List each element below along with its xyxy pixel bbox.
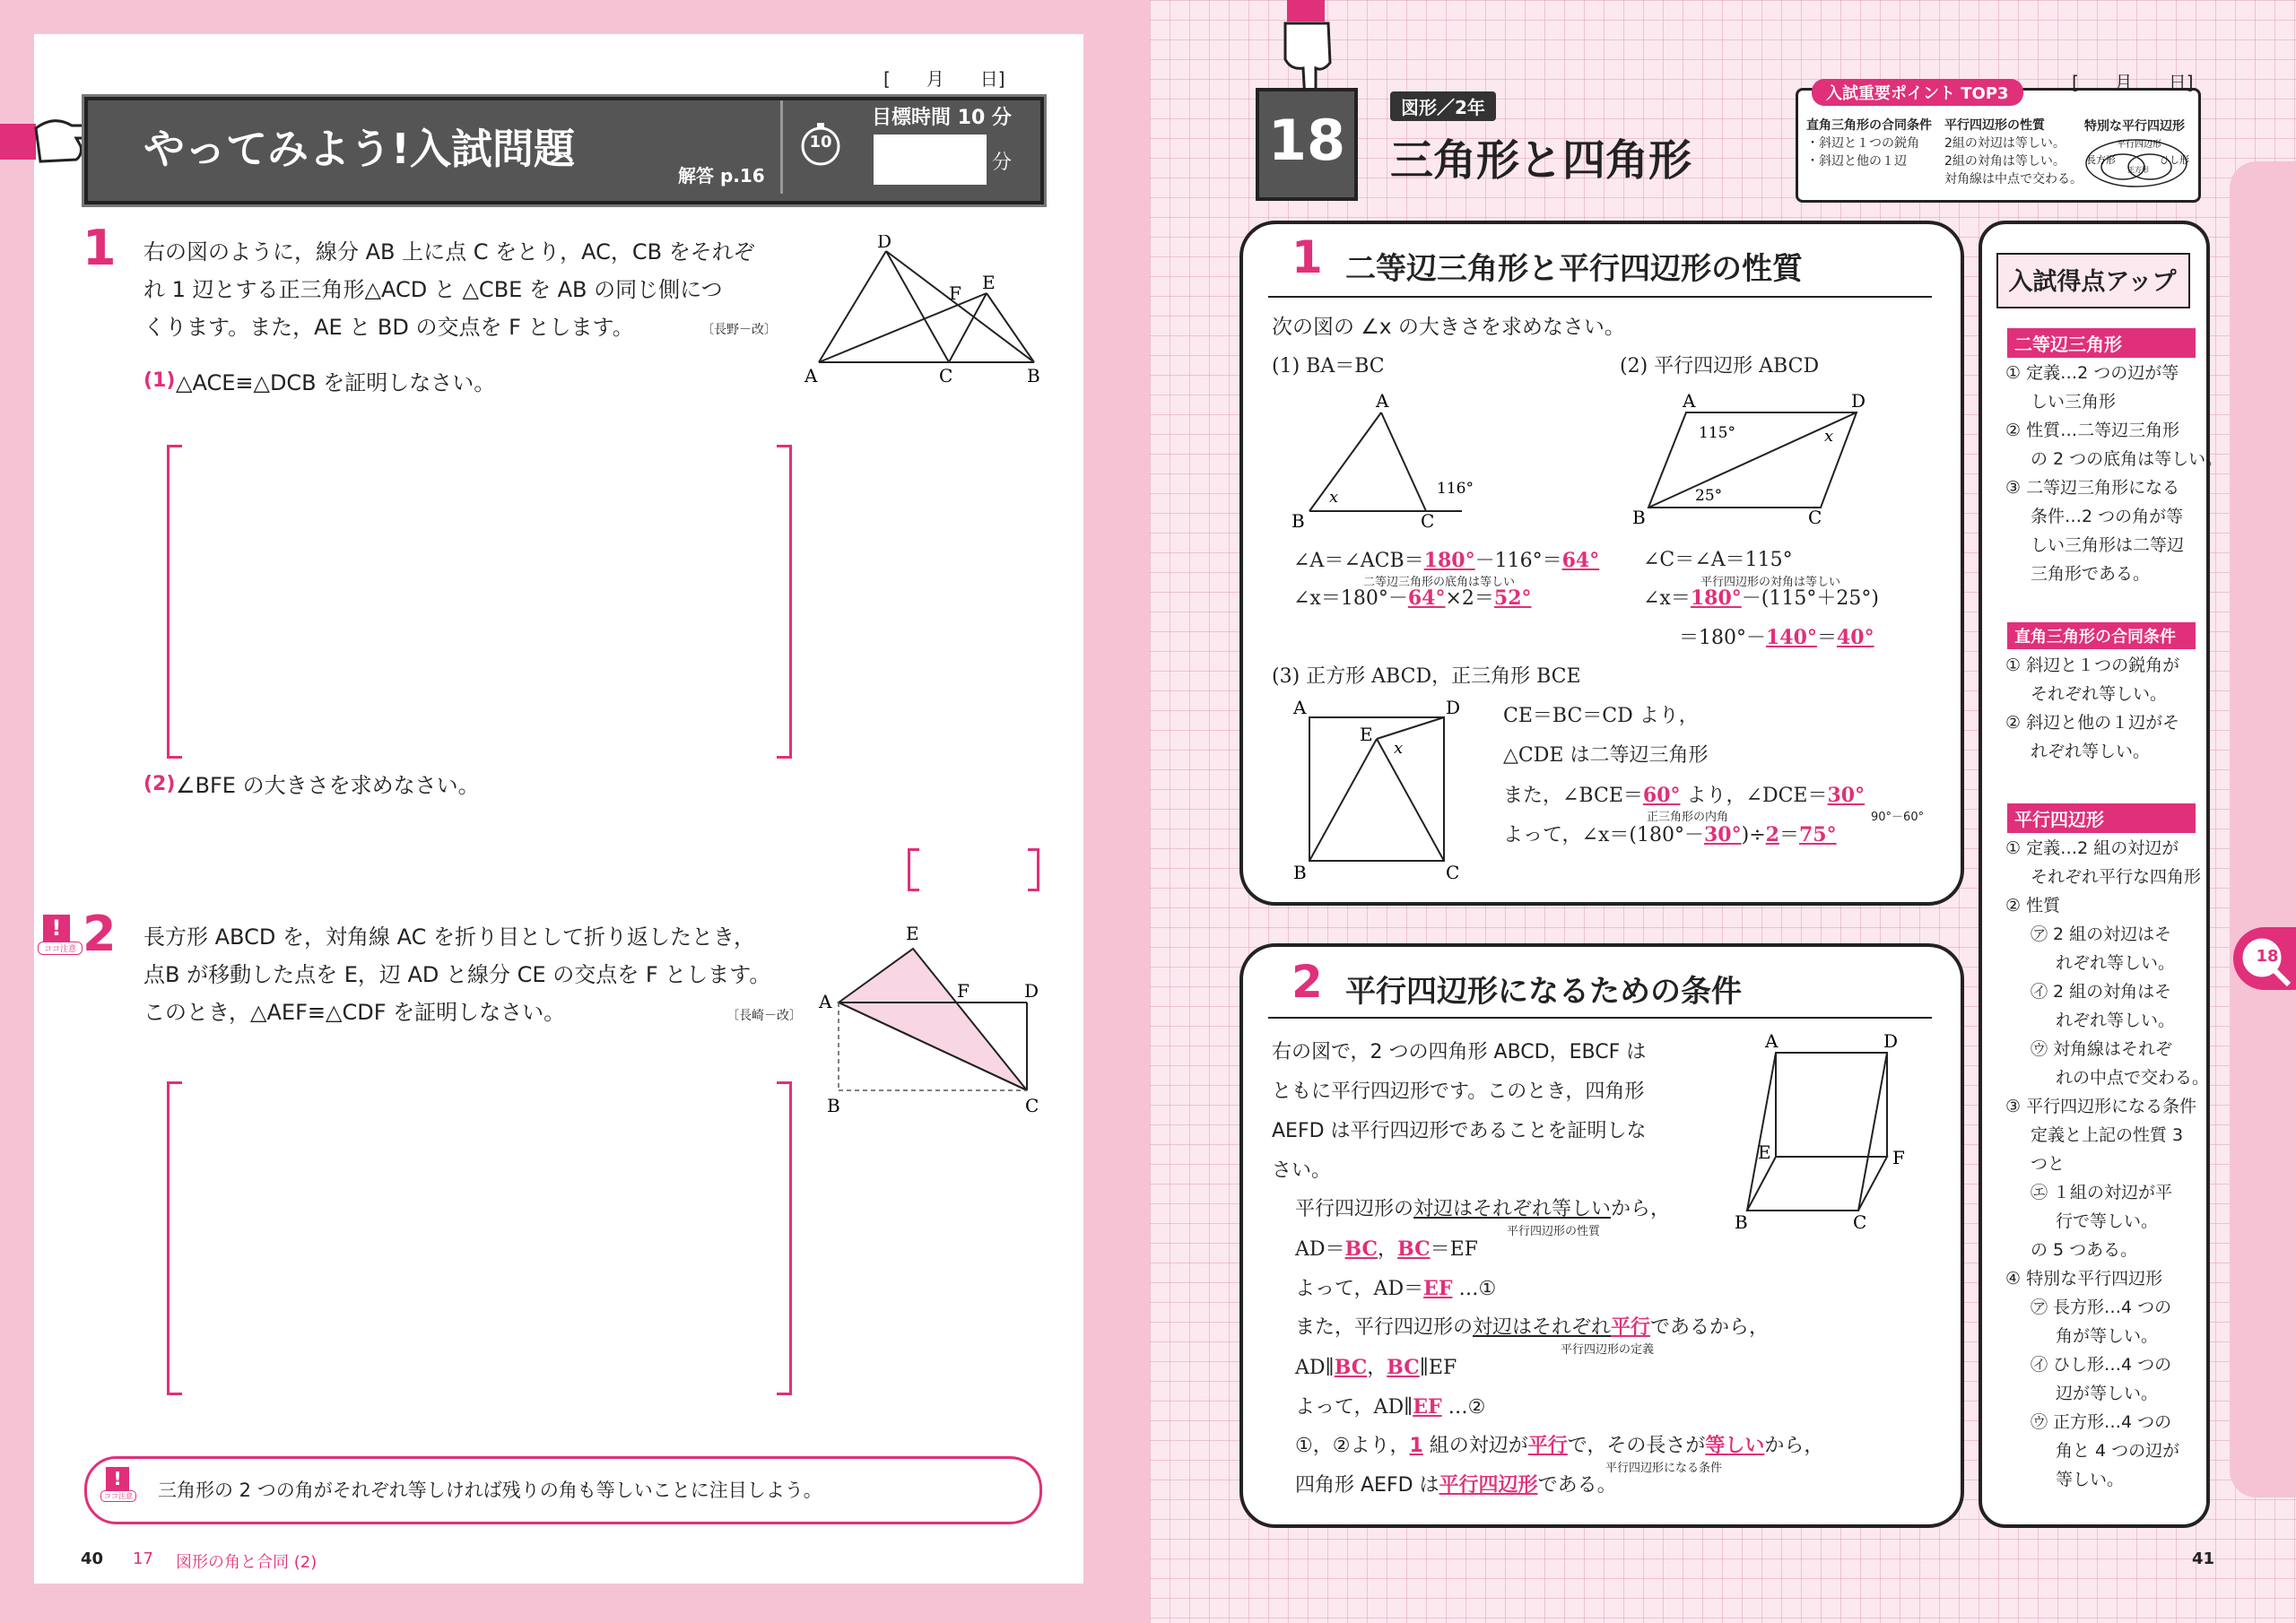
index-tab-strip bbox=[2230, 161, 2296, 1497]
caution-badge-q2: ! ココ注意 bbox=[38, 915, 83, 958]
fig1-label-c: C bbox=[939, 365, 953, 386]
c1-p3-line-1: CE＝BC＝CD より， bbox=[1503, 705, 1699, 727]
svg-text:B: B bbox=[1735, 1211, 1748, 1233]
svg-text:C: C bbox=[1446, 862, 1460, 883]
c2-step-7-note: 平行四辺形になる条件 bbox=[1605, 1462, 1723, 1475]
c2-step-5: AD∥BC，BC∥EF bbox=[1295, 1356, 1457, 1379]
fig2-label-f: F bbox=[957, 980, 970, 1002]
question-2-line-1: 長方形 ABCD を，対角線 AC を折り目として折り返したとき， bbox=[144, 924, 756, 950]
side-heading-isosceles: 二等辺三角形 bbox=[2007, 328, 2196, 358]
venn-square: 正方形 bbox=[2127, 166, 2149, 174]
target-time-label: 目標時間 10 分 bbox=[872, 107, 1012, 129]
timer-number: 10 bbox=[809, 133, 832, 152]
c2-step-3: よって，AD＝EF …① bbox=[1295, 1277, 1497, 1300]
question-2-line-2: 点B が移動した点を E，辺 AD と線分 CE の交点を F とします。 bbox=[144, 962, 771, 987]
svg-text:B: B bbox=[1293, 862, 1307, 883]
c1-p3-note-1: 正三角形の内角 bbox=[1647, 811, 1729, 824]
svg-text:A: A bbox=[1376, 390, 1389, 412]
c2-step-8: 四角形 AEFD は平行四辺形である。 bbox=[1295, 1474, 1617, 1497]
svg-text:C: C bbox=[1421, 510, 1435, 529]
side-text-isosceles: ① 定義…2 つの辺が等 しい三角形 ② 性質…二等辺三角形 の 2 つの底角は等しい。 ③ 二等辺三角形になる 条件…2 つの角が等 しい三角形は二等辺 三角形である。 bbox=[2005, 363, 2223, 584]
svg-text:C: C bbox=[1853, 1211, 1867, 1233]
svg-text:D: D bbox=[1851, 390, 1866, 412]
answer-reference: 解答 p.16 bbox=[678, 165, 765, 187]
svg-text:x: x bbox=[1329, 488, 1339, 507]
hint-text: 三角形の 2 つの角がそれぞれ等しければ残りの角も等しいことに注目しよう。 bbox=[158, 1480, 822, 1501]
header-divider bbox=[780, 100, 783, 194]
footer-chapter-title: 図形の角と合同 (2) bbox=[176, 1553, 317, 1572]
top3-col-3-title: 特別な平行四辺形 bbox=[2084, 119, 2185, 134]
card-2-divider bbox=[1268, 1017, 1932, 1019]
answer-box-1-left[interactable] bbox=[167, 445, 182, 759]
unit-number: 18 bbox=[1267, 108, 1346, 173]
answer-box-3-right[interactable] bbox=[777, 1081, 792, 1395]
c1-p3-line-4: よって，∠x＝(180°－30°)÷2＝75° bbox=[1503, 823, 1837, 846]
c1-p1-figure bbox=[1283, 386, 1498, 529]
fig2-label-d: D bbox=[1024, 980, 1039, 1002]
card-2-number: 2 bbox=[1292, 956, 1323, 1008]
side-title: 入試得点アップ bbox=[2008, 268, 2177, 296]
current-unit-tab-number: 18 bbox=[2256, 947, 2279, 966]
question-1-number: 1 bbox=[83, 220, 117, 276]
c1-p2-line-1: ∠C＝∠A＝115° bbox=[1643, 549, 1793, 571]
c2-step-6: よって，AD∥EF …② bbox=[1295, 1395, 1486, 1419]
fig1-label-b: B bbox=[1027, 365, 1040, 386]
fig2-label-b: B bbox=[827, 1095, 840, 1116]
c1-p1-line-1: ∠A＝∠ACB＝180°－116°＝64° bbox=[1293, 549, 1600, 572]
c1-p3-note-2: 90°－60° bbox=[1871, 811, 1925, 824]
svg-text:E: E bbox=[1360, 724, 1373, 745]
part-2-number: (2) bbox=[144, 773, 176, 795]
answer-box-1-right[interactable] bbox=[777, 445, 792, 759]
footer-chapter-number: 17 bbox=[133, 1549, 153, 1568]
right-date-box: [ 月 日] bbox=[2072, 72, 2194, 93]
c1-p3-figure bbox=[1283, 694, 1462, 891]
svg-text:115°: 115° bbox=[1699, 424, 1735, 442]
answer-box-2-right[interactable] bbox=[1028, 848, 1039, 891]
question-2-number: 2 bbox=[83, 906, 117, 962]
card-1-title: 二等辺三角形と平行四辺形の性質 bbox=[1345, 251, 1803, 287]
c1-p2-figure bbox=[1632, 386, 1883, 529]
top3-col-1: 直角三角形の合同条件 ・斜辺と１つの鋭角 ・斜辺と他の１辺 bbox=[1806, 118, 1932, 169]
venn-rectangle: 長方形 bbox=[2086, 154, 2116, 166]
question-1-figure bbox=[803, 235, 1054, 387]
question-2-figure bbox=[816, 922, 1049, 1119]
c2-step-4: また，平行四辺形の対辺はそれぞれ平行であるから， bbox=[1295, 1316, 1770, 1339]
svg-text:A: A bbox=[1683, 390, 1696, 412]
venn-parallelogram: 平行四辺形 bbox=[2117, 140, 2161, 150]
side-text-right-triangle: ① 斜辺と１つの鋭角が それぞれ等しい。 ② 斜辺と他の１辺がそ れぞれ等しい。 bbox=[2005, 655, 2180, 761]
c1-p1-line-2: ∠x＝180°－64°×2＝52° bbox=[1293, 586, 1532, 610]
fig2-label-a: A bbox=[819, 991, 832, 1012]
svg-text:C: C bbox=[1808, 507, 1822, 528]
svg-text:A: A bbox=[1765, 1031, 1779, 1052]
c1-p3-line-3: また，∠BCE＝60° より，∠DCE＝30° bbox=[1503, 784, 1866, 807]
top3-label: 入試重要ポイント TOP3 bbox=[1812, 79, 2023, 106]
c1-p2-label: (2) 平行四辺形 ABCD bbox=[1620, 355, 1820, 378]
svg-text:D: D bbox=[1446, 697, 1461, 718]
right-page-number: 41 bbox=[2192, 1549, 2215, 1568]
fig2-label-c: C bbox=[1025, 1095, 1039, 1116]
top3-venn-diagram bbox=[2083, 135, 2190, 190]
side-heading-right-triangle: 直角三角形の合同条件 bbox=[2007, 622, 2196, 649]
c1-p1-note: 二等辺三角形の底角は等しい bbox=[1363, 576, 1516, 589]
left-header-title: やってみよう!入試問題 bbox=[144, 125, 575, 173]
question-2-line-3: このとき，△AEF≡△CDF を証明しなさい。 bbox=[144, 1000, 566, 1025]
svg-text:A: A bbox=[1293, 697, 1307, 718]
c2-step-4-note: 平行四辺形の定義 bbox=[1561, 1343, 1655, 1357]
c2-step-1: 平行四辺形の対辺はそれぞれ等しいから， bbox=[1295, 1198, 1671, 1220]
card-2-figure bbox=[1731, 1031, 1937, 1237]
venn-rhombus: ひし形 bbox=[2160, 154, 2189, 166]
part-1-text: △ACE≡△DCB を証明しなさい。 bbox=[176, 370, 496, 395]
question-1-source: 〔長野－改〕 bbox=[701, 323, 777, 337]
svg-text:x: x bbox=[1824, 427, 1834, 446]
hint-caution-badge: ! ココ注意 bbox=[100, 1467, 136, 1508]
top3-col-2: 平行四辺形の性質 2組の対辺は等しい。 2組の対角は等しい。 対角線は中点で交わる。 bbox=[1944, 118, 2083, 187]
c1-p2-note: 平行四辺形の対角は等しい bbox=[1700, 576, 1841, 589]
question-1-line-1: 右の図のように，線分 AB 上に点 C をとり，AC，CB をそれぞ bbox=[144, 239, 755, 265]
part-2-text: ∠BFE の大きさを求めなさい。 bbox=[176, 773, 480, 798]
left-page-number: 40 bbox=[81, 1549, 104, 1568]
card-2-question: 右の図で，2 つの四角形 ABCD，EBCF は ともに平行四辺形です。このとき，四角形 AEFD は平行四辺形であることを証明しな さい。 bbox=[1272, 1041, 1647, 1182]
c2-step-7: ①，②より，1 組の対辺が平行で，その長さが等しいから， bbox=[1295, 1435, 1824, 1457]
part-1-number: (1) bbox=[144, 369, 176, 392]
right-page-title: 三角形と四角形 bbox=[1390, 135, 1692, 186]
card-1-divider bbox=[1268, 296, 1932, 298]
question-2-source: 〔長崎－改〕 bbox=[726, 1009, 802, 1023]
minute-unit: 分 bbox=[992, 152, 1013, 174]
svg-text:x: x bbox=[1394, 739, 1404, 758]
side-heading-parallelogram: 平行四辺形 bbox=[2007, 803, 2196, 833]
c2-step-2: AD＝BC，BC＝EF bbox=[1295, 1237, 1478, 1261]
svg-text:F: F bbox=[1892, 1147, 1905, 1168]
fig2-label-e: E bbox=[906, 923, 919, 944]
c1-p1-label: (1) BA＝BC bbox=[1272, 355, 1385, 378]
svg-text:E: E bbox=[1758, 1141, 1771, 1163]
fig1-label-f: F bbox=[949, 282, 961, 304]
answer-box-2-left[interactable] bbox=[908, 848, 919, 891]
svg-text:D: D bbox=[1883, 1031, 1899, 1052]
left-date-box: [ 月 日] bbox=[883, 68, 1005, 90]
svg-text:B: B bbox=[1632, 507, 1646, 528]
svg-text:116°: 116° bbox=[1437, 480, 1474, 498]
card-1-prompt: 次の図の ∠x の大きさを求めなさい。 bbox=[1272, 316, 1625, 339]
question-1-line-3: くります。また，AE と BD の交点を F とします。 bbox=[144, 315, 634, 340]
c2-step-1-note: 平行四辺形の性質 bbox=[1507, 1225, 1601, 1238]
question-1-line-2: れ 1 辺とする正三角形△ACD と △CBE を AB の同じ側につ bbox=[144, 277, 723, 302]
side-text-parallelogram: ① 定義…2 組の対辺が それぞれ平行な四角形 ② 性質 ㋐ 2 組の対辺はそ れぞれ等しい。 ㋑ 2 組の対角はそ れぞれ等しい。 ㋒ 対角線はそれぞ れの中点で交わる。 ③ 平行四辺形になる条件 定義と上記の性質 3 つと ㋓ １組の対辺が平 行で等しい。 の 5 つある。 ④ 特別な平行四辺形 ㋐ 長方形…4 つの 角が等しい。 ㋑ ひし形…4 つの 辺が等しい。 ㋒ 正方形…4 つの 角と 4 つの辺が 等しい。 bbox=[2005, 838, 2210, 1489]
category-label: 図形／2年 bbox=[1390, 91, 1496, 121]
svg-text:25°: 25° bbox=[1695, 487, 1723, 505]
fig1-label-e: E bbox=[982, 272, 996, 293]
svg-text:B: B bbox=[1292, 510, 1305, 529]
card-2-title: 平行四辺形になるための条件 bbox=[1345, 974, 1742, 1010]
fig1-label-a: A bbox=[804, 365, 818, 386]
card-1-number: 1 bbox=[1292, 231, 1323, 283]
answer-box-3-left[interactable] bbox=[167, 1081, 182, 1395]
target-time-input[interactable] bbox=[874, 135, 987, 185]
c1-p2-line-2: ∠x＝180°－(115°＋25°) bbox=[1643, 586, 1879, 610]
c1-p3-line-2: △CDE は二等辺三角形 bbox=[1503, 744, 1709, 767]
c1-p2-line-3: ＝180°－140°＝40° bbox=[1679, 626, 1874, 649]
c1-p3-label: (3) 正方形 ABCD，正三角形 BCE bbox=[1272, 665, 1581, 688]
fig1-label-d: D bbox=[877, 235, 892, 252]
